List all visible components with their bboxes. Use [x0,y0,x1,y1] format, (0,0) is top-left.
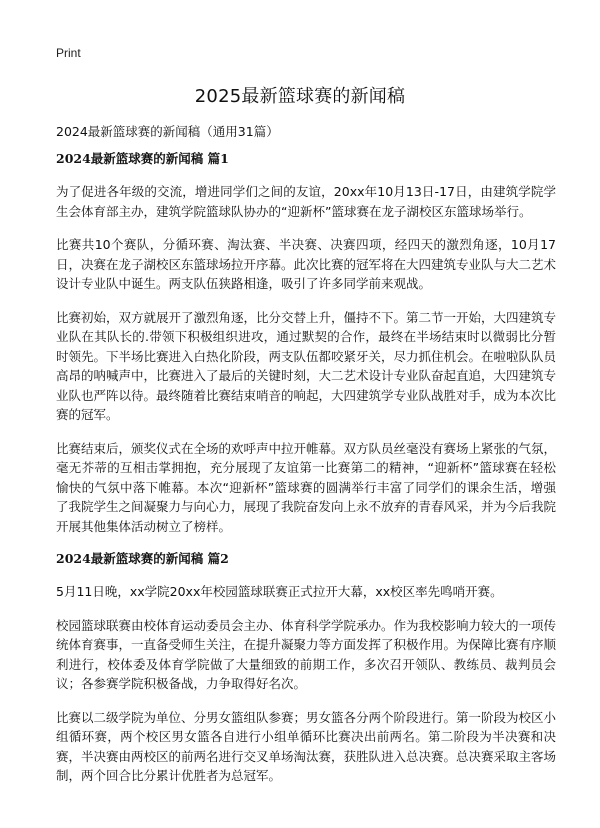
paragraph: 比赛共10个赛队，分循环赛、淘汰赛、半决赛、决赛四项，经四天的激烈角逐，10月17日，决赛在龙子湖校区东篮球场拉开序幕。此次比赛的冠军将在大四建筑专业队与大二艺术设计专业队中诞生。两支队伍狭路相逢，吸引了许多同学前来观战。 [56,237,557,291]
paragraph: 5月11日晚，xx学院20xx年校园篮球联赛正式拉开大幕，xx校区率先鸣哨开赛。 [56,584,503,599]
print-label: Print [56,46,81,60]
section-heading: 2024最新篮球赛的新闻稿 篇1 [56,151,229,166]
document-subtitle: 2024最新篮球赛的新闻稿（通用31篇） [56,124,279,139]
article-content [56,150,556,800]
section-heading: 2024最新篮球赛的新闻稿 篇2 [56,551,229,566]
paragraph: 为了促进各年级的交流，增进同学们之间的友谊，20xx年10月13日-17日，由建筑学院学生会体育部主办，建筑学院篮球队协办的“迎新杯”篮球赛在龙子湖校区东篮球场举行。 [56,184,556,219]
article-section-2 [56,550,556,786]
paragraph: 校园篮球联赛由校体育运动委员会主办、体育科学学院承办。作为我校影响力较大的一项传统体育赛事，一直备受师生关注，在提升凝聚力等方面发挥了积极作用。为保障比赛有序顺利进行，校体委及体育学院做了大量细致的前期工作，多次召开领队、教练员、裁判员会议；各参赛学院积极备战，力争取得好名次。 [56,617,557,691]
paragraph: 比赛结束后，颁奖仪式在全场的欢呼声中拉开帷幕。双方队员丝毫没有赛场上紧张的气氛，毫无芥蒂的互相击掌拥抱，充分展现了友谊第一比赛第二的精神，“迎新杯”篮球赛在轻松愉快的气氛中落下帷幕。本次“迎新杯”篮球赛的圆满举行丰富了同学们的课余生活，增强了我院学生之间凝聚力与向心力，展现了我院奋发向上永不放弃的青春风采，并为今后我院开展其他集体活动树立了榜样。 [56,440,557,534]
paragraph: 比赛初始，双方就展开了激烈角逐，比分交替上升，僵持不下。第二节一开始，大四建筑专业队在其队长的.带领下积极组织进攻，通过默契的合作，最终在半场结束时以微弱比分暂时领先。下半场比赛进入白热化阶段，两支队伍都咬紧牙关，尽力抓住机会。在啦啦队队员高昂的呐喊声中，比赛进入了最后的关键时刻，大二艺术设计专业队奋起直追，大四建筑专业队也严阵以待。最终随着比赛结束哨音的响起，大四建筑学专业队战胜对手，成为本次比赛的冠军。 [56,309,557,422]
page-title: 2025最新篮球赛的新闻稿 [194,86,406,107]
article-section-1 [56,150,556,536]
paragraph: 比赛以二级学院为单位、分男女篮组队参赛；男女篮各分两个阶段进行。第一阶段为校区小组循环赛，两个校区男女篮各自进行小组单循环比赛决出前两名。第二阶段为半决赛和决赛，半决赛由两校区的前两名进行交叉单场淘汰赛，获胜队进入总决赛。总决赛采取主客场制，两个回合比分累计优胜者为总冠军。 [56,709,557,783]
